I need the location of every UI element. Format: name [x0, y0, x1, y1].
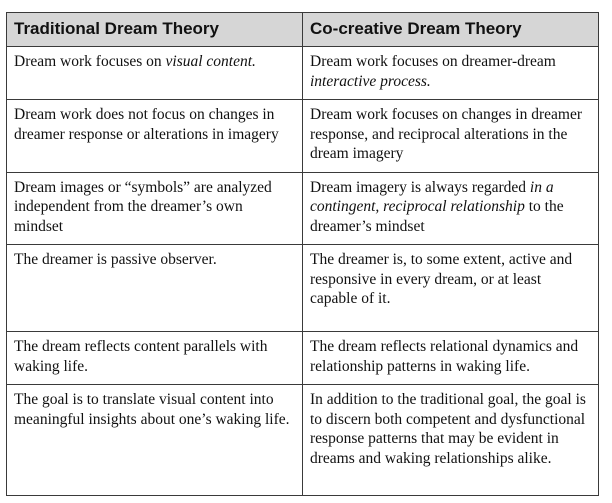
cocreative-cell — [303, 47, 599, 100]
cell-emphasis: visual content. — [165, 53, 256, 70]
dream-theory-comparison-table — [6, 12, 599, 496]
cocreative-cell: In addition to the traditional goal, the goal is to discern both competent and dysfunctional response patterns that may be evident in dreams and waking relationships alike. — [303, 385, 599, 496]
table-header-row — [7, 13, 599, 47]
cell-text-after: to the dreamer’s mindset — [310, 198, 564, 235]
header-traditional: Traditional Dream Theory — [7, 13, 303, 47]
table-row — [7, 100, 599, 173]
table-row — [7, 245, 599, 332]
cell-text: Dream imagery is always regarded — [310, 178, 530, 196]
traditional-cell: Dream images or “symbols” are analyzed independent from the dreamer’s own mindset — [7, 172, 303, 245]
traditional-cell: The dreamer is passive observer. — [7, 245, 303, 332]
cell-emphasis: interactive process. — [310, 72, 431, 90]
cocreative-cell: The dreamer is, to some extent, active and responsive in every dream, or at least capable of it. — [303, 245, 599, 332]
cocreative-cell — [303, 172, 599, 245]
traditional-cell: The goal is to translate visual content into meaningful insights about one’s waking life. — [7, 385, 303, 496]
table-row — [7, 172, 599, 245]
table-row — [7, 47, 599, 100]
traditional-cell: The dream reflects content parallels with waking life. — [7, 332, 303, 385]
cocreative-cell: The dream reflects relational dynamics and relationship patterns in waking life. — [303, 332, 599, 385]
cell-emphasis: in a contingent, reciprocal relationship — [310, 178, 554, 215]
header-cocreative: Co-creative Dream Theory — [303, 13, 599, 47]
cell-text: Dream work focuses on — [14, 53, 166, 70]
comparison-table-container — [6, 12, 598, 496]
table-row — [7, 332, 599, 385]
cocreative-cell: Dream work focuses on changes in dreamer response, and reciprocal alterations in the dream imagery — [303, 100, 599, 173]
cell-text: Dream work focuses on dreamer-dream — [310, 53, 556, 70]
table-row — [7, 385, 599, 496]
traditional-cell: Dream work does not focus on changes in dreamer response or alterations in imagery — [7, 100, 303, 173]
traditional-cell — [7, 47, 303, 100]
